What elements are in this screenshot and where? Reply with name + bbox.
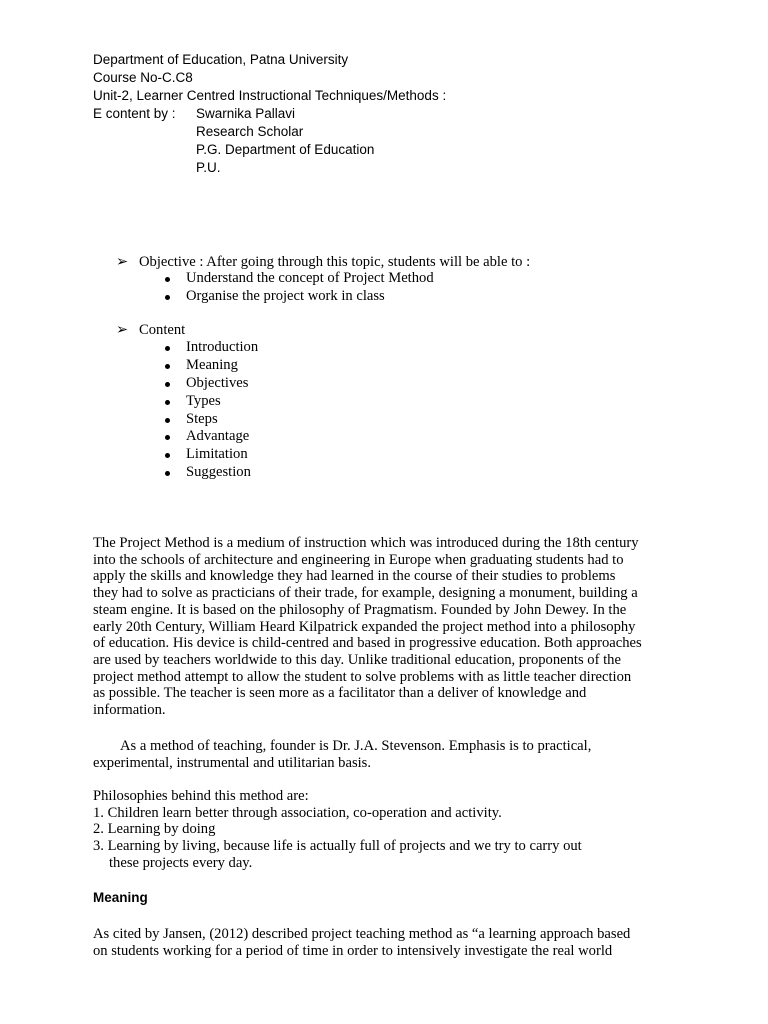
bullet-dot-icon <box>165 435 170 440</box>
author-dept: P.G. Department of Education <box>196 142 375 157</box>
philosophies-block: Philosophies behind this method are: 1. Children learn better through association, co-operation and activity. 2. Learning by doing 3. Learning by living, because life is actually full of projects and we try to carry out these projects every day. <box>93 788 683 872</box>
author-name: Swarnika Pallavi <box>196 106 296 121</box>
bullet-dot-icon <box>165 400 170 405</box>
objective-list <box>162 270 434 306</box>
author-role: Research Scholar <box>196 124 304 139</box>
bullet-dot-icon <box>165 364 170 369</box>
philosophies-heading: Philosophies behind this method are: <box>93 788 309 804</box>
list-item: Organise the project work in class <box>162 288 434 306</box>
list-item: Types <box>162 393 258 411</box>
bullet-dot-icon <box>165 418 170 423</box>
list-item: Understand the concept of Project Method <box>162 270 434 288</box>
method-paragraph: As a method of teaching, founder is Dr. J.A. Stevenson. Emphasis is to practical, experimental, instrumental and utilitarian basis. <box>93 738 592 771</box>
bullet-dot-icon <box>165 277 170 282</box>
arrow-bullet-icon: ➢ <box>116 254 129 270</box>
objective-heading-text: Objective : After going through this topic, students will be able to : <box>139 254 531 270</box>
list-item: Introduction <box>162 339 258 357</box>
econtent-label: E content by : <box>93 106 176 121</box>
content-heading-text: Content <box>139 322 186 338</box>
bullet-dot-icon <box>165 382 170 387</box>
arrow-bullet-icon: ➢ <box>116 322 129 338</box>
list-item: Advantage <box>162 428 258 446</box>
course-line: Course No-C.C8 <box>93 70 193 85</box>
department-line: Department of Education, Patna University <box>93 52 349 67</box>
intro-paragraph: The Project Method is a medium of instruction which was introduced during the 18th century into the schools of architecture and engineering in Europe when graduating students had to apply the skills and knowledge they had learned in the course of their studies to problems they had to solve as practicians of their trade, for example, designing a monument, building a steam engine. It is based on the philosophy of Pragmatism. Founded by John Dewey. In the early 20th Century, William Heard Kilpatrick expanded the project method into a philosophy of education. His device is child-centred and based in progressive education. Both approaches are used by teachers worldwide to this day. Unlike traditional education, proponents of the project method attempt to allow the student to solve problems with as little teacher direction as possible. The teacher is seen more as a facilitator than a deliver of knowledge and information. <box>93 535 642 719</box>
content-list <box>162 339 258 482</box>
list-item: Limitation <box>162 446 258 464</box>
bullet-dot-icon <box>165 453 170 458</box>
list-item: Meaning <box>162 357 258 375</box>
bullet-dot-icon <box>165 346 170 351</box>
list-item: Objectives <box>162 375 258 393</box>
list-item: Suggestion <box>162 464 258 482</box>
author-univ: P.U. <box>196 160 221 175</box>
list-item: Steps <box>162 411 258 429</box>
bullet-dot-icon <box>165 295 170 300</box>
bullet-dot-icon <box>165 471 170 476</box>
meaning-heading: Meaning <box>93 890 148 905</box>
meaning-paragraph: As cited by Jansen, (2012) described project teaching method as “a learning approach based on students working for a period of time in order to intensively investigate the real world <box>93 926 631 959</box>
unit-line: Unit-2, Learner Centred Instructional Techniques/Methods : <box>93 88 447 103</box>
objective-heading <box>116 253 530 271</box>
content-heading <box>116 321 185 339</box>
